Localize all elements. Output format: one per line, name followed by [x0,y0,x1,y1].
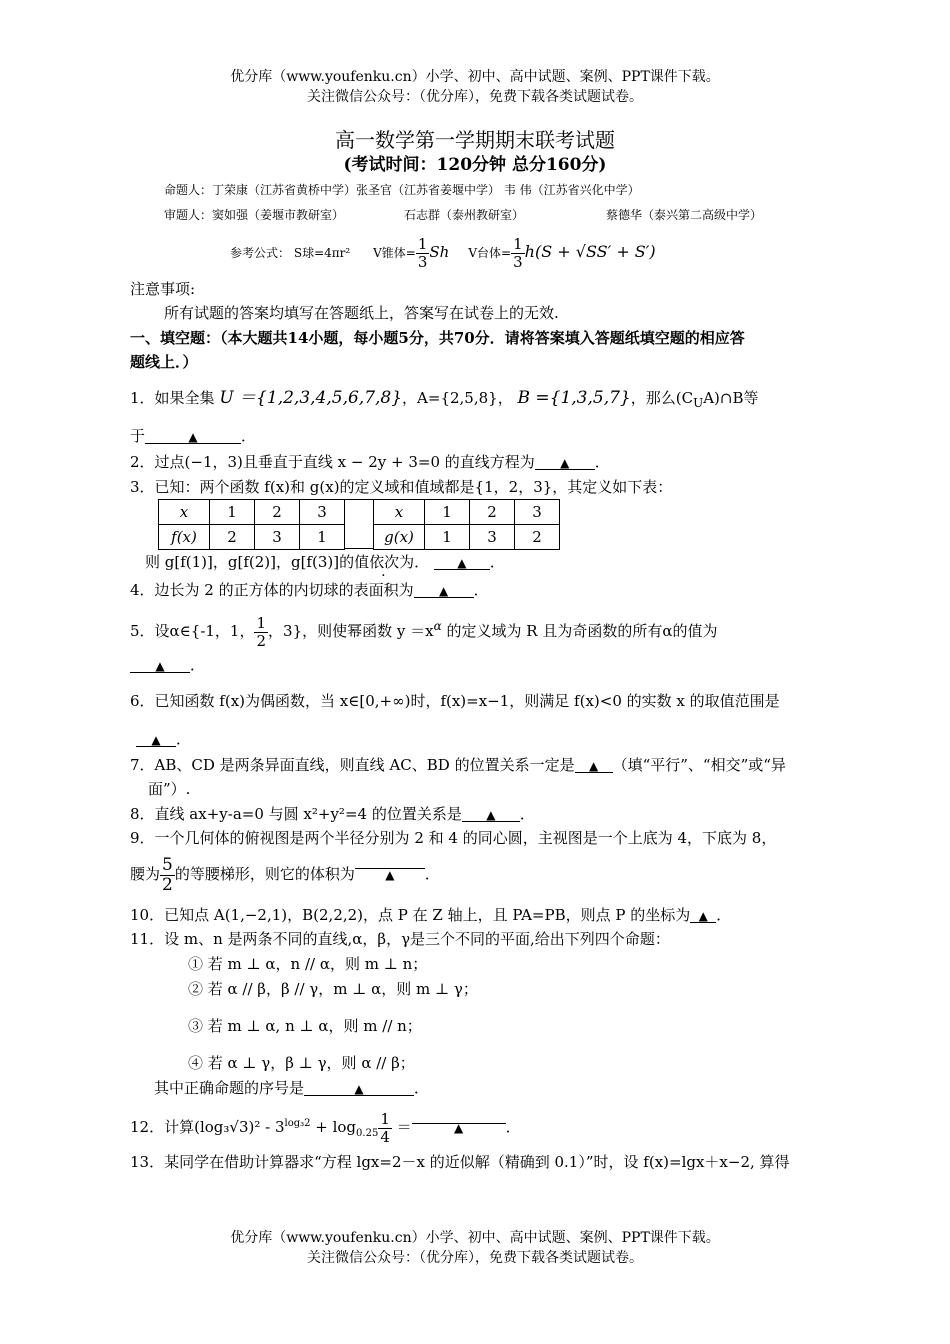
question-8: 8．直线 ax+y-a=0 与圆 x²+y²=4 的位置关系是 ▲ ． [130,805,535,823]
fraction-one-third: $\frac{1}{3}$ [417,235,428,271]
answer-blank-7[interactable] [575,756,613,773]
section1-title-cont: 题线上．） [130,353,198,371]
function-table-g: x 1 2 3 g(x) 1 3 2 [373,499,560,550]
proposition-4: ④ 若 α ⊥ γ，β ⊥ γ，则 α // β； [188,1054,415,1072]
triangle-icon: ▲ [188,430,198,444]
proposition-3: ③ 若 m ⊥ α, n ⊥ α，则 m // n； [188,1017,422,1035]
triangle-icon: ▲ [151,733,161,747]
proposition-1: ① 若 m ⊥ α，n // α，则 m ⊥ n； [188,955,428,973]
formula-cone-label: V锥体= [373,246,416,260]
formula-label: 参考公式： [230,246,291,260]
question-2: 2．过点(−1，3)且垂直于直线 x − 2y + 3=0 的直线方程为 ▲ ． [130,453,610,471]
answer-blank-8[interactable] [462,805,520,822]
question-3: 3．已知：两个函数 f(x)和 g(x)的定义域和值域都是{1，2，3}，其定义如下表： [130,478,673,496]
question-11-cont: 其中正确命题的序号是 ▲ ． [154,1079,430,1097]
question-1: 1．如果全集 U ＝{1,2,3,4,5,6,7,8}，A={2,5,8}， B ={1,3,5,7}，那么$(C_UA)\cap B$等 [130,388,759,410]
site-footer-line2: 关注微信公众号：（优分库），免费下载各类试题试卷。 [307,1250,643,1266]
triangle-icon: ▲ [457,556,467,570]
triangle-icon: ▲ [439,584,449,598]
answer-blank-5[interactable] [130,656,190,673]
answer-blank-12[interactable] [412,1107,506,1135]
formula-cone-tail: Sh [429,243,450,261]
site-footer-line1: 优分库（www.youfenku.cn）小学、初中、高中试题、案例、PPT课件下载。 [230,1230,720,1246]
triangle-icon: ▲ [454,1121,464,1135]
question-9-cont: 腰为 $\frac{5}{2}$ 的等腰梯形，则它的体积为 ▲ ． [130,852,440,898]
triangle-icon: ▲ [155,659,165,673]
formula-frustum-tail: h(S + √SS′ + S′) [524,242,656,261]
notice-label: 注意事项: [130,280,196,298]
table-spacer-cell [344,499,374,549]
triangle-icon: ▲ [560,456,570,470]
fraction-one-third-2: $\frac{1}{3}$ [513,235,523,271]
answer-blank-4[interactable] [414,581,474,598]
answer-blank-11[interactable] [304,1079,414,1096]
answer-blank-2[interactable] [535,453,595,470]
function-table-f: x 1 2 3 f(x) 2 3 1 [158,499,345,550]
formula-sphere: S球=4πr² [293,246,351,260]
question-9: 9．一个几何体的俯视图是两个半径分别为 2 和 4 的同心圆，主视图是一个上底为 4，下底为 8， [130,829,777,847]
question-4: 4．边长为 2 的正方体的内切球的表面积为 ▲ ． [130,581,489,599]
site-header-line2: 关注微信公众号：（优分库），免费下载各类试题试卷。 [307,89,643,105]
triangle-icon: ▲ [698,909,708,923]
proposition-2: ② 若 α // β，β // γ，m ⊥ α，则 m ⊥ γ； [188,980,478,998]
formula-frustum-label: V台体= [468,246,512,260]
triangle-icon: ▲ [588,759,599,773]
site-header-line1: 优分库（www.youfenku.cn）小学、初中、高中试题、案例、PPT课件下载。 [230,69,720,85]
question-5: 5．设α∈{-1，1， $\frac{1}{2}$ ，3}，则使幂函数 $y =x^\alpha$ 的定义域为 R 且为奇函数的所有α的值为 [130,613,718,650]
answer-blank-3[interactable] [434,553,490,570]
answer-blank-9[interactable] [355,852,425,882]
question-13: 13．某同学在借助计算器求“方程 lgx=2－x 的近似解（精确到 0.1）”时，设 f(x)=lgx＋x−2, 算得 [130,1153,790,1171]
fraction-five-halves: $\frac{5}{2}$ [162,854,173,895]
triangle-icon: ▲ [354,1082,364,1096]
question-7-cont: 面”）. [148,780,191,798]
question-7: 7．AB、CD 是两条异面直线，则直线 AC、BD 的位置关系一定是 ▲ （填“平行”、“相交”或“异 [130,756,786,774]
answer-blank-1[interactable] [145,427,241,444]
question-6: 6．已知函数 f(x)为偶函数，当 x∈[0,+∞)时，f(x)=x−1，则满足 f(x)<0 的实数 x 的取值范围是 [130,692,780,710]
exam-reviewers-1: 审题人：窦如强（姜堰市教研室） [164,208,345,222]
fraction-one-quarter: $\frac{1}{4}$ [380,1109,390,1146]
question-5-cont: ▲ ． [130,656,205,674]
question-1-cont: 于 ▲ ． [130,427,257,445]
notice-text: 所有试题的答案均填写在答题纸上，答案写在试卷上的无效. [164,304,559,322]
exam-reviewers-3: 蔡德华（泰兴第二高级中学） [606,208,763,222]
fraction-one-half: $\frac{1}{2}$ [256,613,267,650]
reference-formulas [230,232,656,276]
exam-authors: 命题人：丁荣康（江苏省黄桥中学）张圣官（江苏省姜堰中学） 韦 伟（江苏省兴化中学） [164,183,640,197]
answer-blank-6[interactable] [136,730,176,747]
question-11: 11．设 m、n 是两条不同的直线,α，β，γ是三个不同的平面,给出下列四个命题： [130,930,670,948]
question-6-cont: ▲ ． [136,730,191,748]
question-12: 12．计算$(\log_3√3)^2 - 3^{log_32} + \log_{0.25}$ $\frac{1}{4}$ ＝ ▲ ． [130,1104,521,1148]
exam-title: 高一数学第一学期期末联考试题 [335,128,615,152]
section1-title: 一、填空题：（本大题共14小题，每小题5分，共70分．请将答案填入答题纸填空题的相应答 [130,329,745,347]
triangle-icon: ▲ [486,808,496,822]
question-10: 10．已知点 A(1,−2,1)，B(2,2,2)，点 P 在 Z 轴上，且 PA=PB，则点 P 的坐标为 ▲ ． [130,906,732,924]
exam-reviewers-2: 石志群（泰州教研室） [404,208,525,222]
question-3-cont: 则 g[f(1)]，g[f(2)]，g[f(3)]的值依次为． ▲ ． [145,553,505,571]
triangle-icon: ▲ [385,868,395,882]
exam-subtitle: (考试时间：120分钟 总分160分) [343,155,607,175]
answer-blank-10[interactable] [690,906,716,923]
